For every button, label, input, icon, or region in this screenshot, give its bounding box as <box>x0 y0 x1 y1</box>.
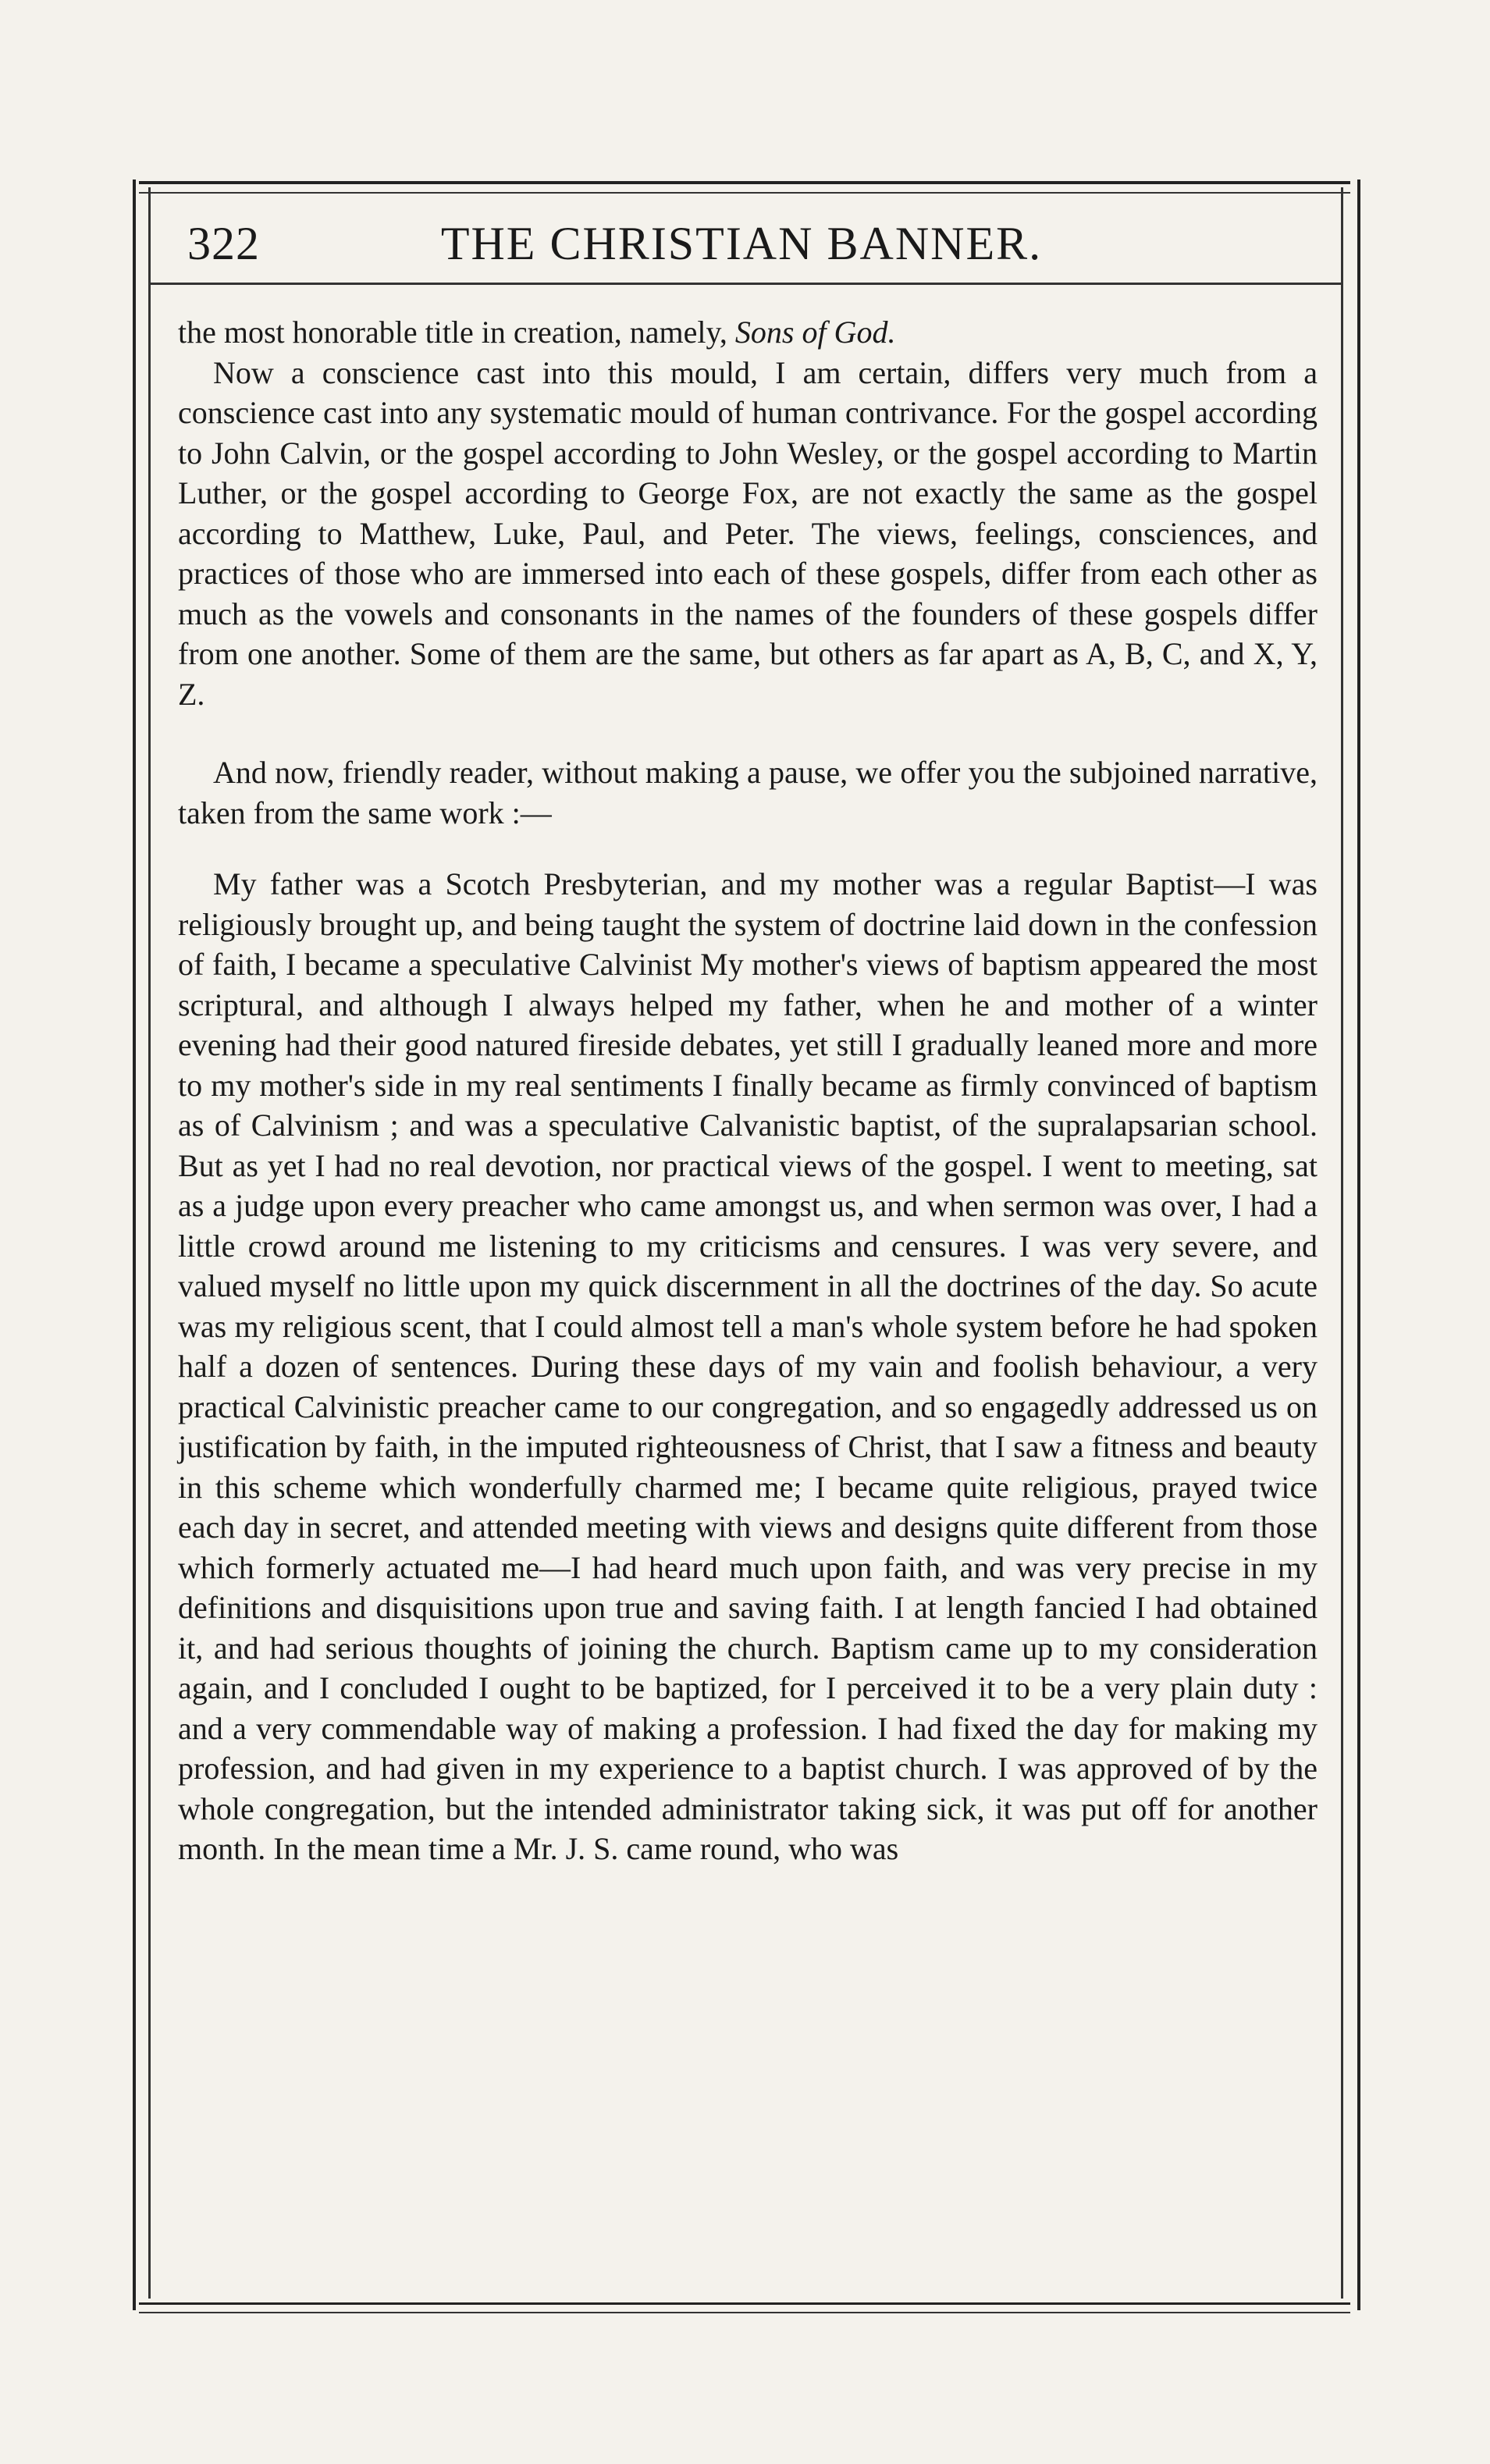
paragraph-continuation-text: the most honorable title in creation, namely, <box>178 315 735 350</box>
page-header <box>180 211 1303 273</box>
paragraph-narrative: My father was a Scotch Presbyterian, and my mother was a regular Baptist—I was religiously brought up, and being taught the system of doctrine laid down in the confession of faith, I became a speculative Calvinist My mother's views of baptism appeared the most scriptural, and although I always helped my father, when he and mother of a winter evening had their good natured fireside debates, yet still I gradually leaned more and more to my mother's side in my real sentiments I finally became as firmly convinced of baptism as of Calvinism ; and was a speculative Calvanistic baptist, of the supralapsarian school. But as yet I had no real devotion, nor practical views of the gospel. I went to meeting, sat as a judge upon every preacher who came amongst us, and when sermon was over, I had a little crowd around me listening to my criticisms and censures. I was very severe, and valued myself no little upon my quick discernment in all the doctrines of the day. So acute was my religious scent, that I could almost tell a man's whole system before he had spoken half a dozen of sentences. During these days of my vain and foolish behaviour, a very practical Calvinistic preacher came to our congregation, and so engagedly addressed us on justification by faith, in the imputed righteousness of Christ, that I saw a fitness and beauty in this scheme which wonderfully charmed me; I became quite religious, prayed twice each day in secret, and attended meeting with views and designs quite different from those which formerly actuated me—I had heard much upon faith, and was very precise in my definitions and disquisitions upon true and saving faith. I at length fancied I had obtained it, and had serious thoughts of joining the church. Baptism came up to my consideration again, and I concluded I ought to be baptized, for I perceived it to be a very plain duty : and a very commendable way of making a profession. I had fixed the day for making my profession, and had given in my experience to a baptist church. I was approved of by the whole congregation, but the intended administrator taking sick, it was put off for another month. In the mean time a Mr. J. S. came round, who was <box>178 866 1318 1866</box>
bottom-border-rule-inner <box>139 2312 1350 2313</box>
header-rule <box>148 283 1341 285</box>
running-title: THE CHRISTIAN BANNER. <box>440 218 1043 269</box>
bottom-border-rule <box>139 2302 1350 2305</box>
paragraph-conscience: Now a conscience cast into this mould, I am certain, differs very much from a conscience cast into any systematic mould of human contrivance. For the gospel according to John Calvin, or the gospel according to John Wesley, or the gospel according to Martin Luther, or the gospel according to George Fox, are not exactly the same as the gospel according to Matthew, Luke, Paul, and Peter. The views, feelings, consciences, and practices of those who are immersed into each of these gospels, differ from each other as much as the vowels and consonants in the names of the founders of these gospels differ from one another. Some of them are the same, but others as far apart as A, B, C, and X, Y, Z. <box>178 354 1318 712</box>
paragraph-reader-intro: And now, friendly reader, without making a pause, we offer you the subjoined narrative, taken from the same work :— <box>178 755 1318 830</box>
page-body <box>178 312 1318 1869</box>
paragraph-continuation <box>178 312 1318 353</box>
emphasis-sons-of-god: Sons of God. <box>734 315 896 350</box>
page-number: 322 <box>187 218 260 269</box>
